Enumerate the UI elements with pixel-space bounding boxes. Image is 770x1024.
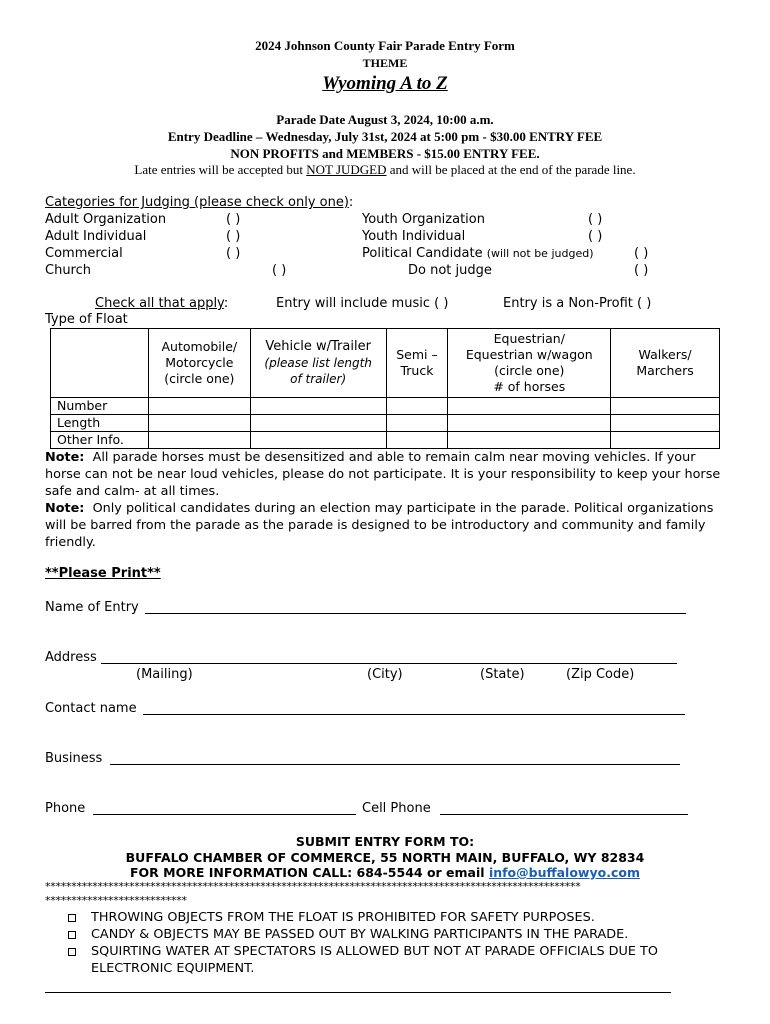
table-cell[interactable] [148, 415, 250, 432]
theme-title: Wyoming A to Z [322, 73, 448, 94]
political-not-judged-note: (will not be judged) [486, 247, 594, 260]
check-all-label: Check all that apply: [95, 296, 229, 311]
cell-phone-label: Cell Phone [362, 801, 431, 816]
category-adult-organization: Adult Organization [45, 212, 167, 227]
row-label-length: Length [51, 415, 149, 432]
list-item: CANDY & OBJECTS MAY BE PASSED OUT BY WALKING PARTICIPANTS IN THE PARADE. [64, 926, 734, 943]
checkbox-youth-individual[interactable]: ( ) [588, 229, 603, 244]
checkbox-adult-individual[interactable]: ( ) [226, 229, 241, 244]
table-cell[interactable] [250, 398, 386, 415]
nonprofit-fee: NON PROFITS and MEMBERS - $15.00 ENTRY FEE. [230, 146, 540, 161]
state-label: (State) [480, 667, 525, 682]
entry-deadline: Entry Deadline – Wednesday, July 31st, 2024 at 5:00 pm - $30.00 ENTRY FEE [167, 129, 603, 144]
submit-address: BUFFALO CHAMBER OF COMMERCE, 55 NORTH MAIN, BUFFALO, WY 82834 [125, 850, 645, 865]
email-link[interactable]: info@buffalowyo.com [488, 865, 640, 880]
table-cell[interactable] [148, 432, 250, 449]
col-equestrian: Equestrian/ Equestrian w/wagon (circle one) # of horses [448, 329, 611, 398]
category-do-not-judge: Do not judge [408, 263, 492, 278]
business-field[interactable] [110, 752, 680, 765]
table-cell[interactable] [386, 432, 448, 449]
music-checkbox[interactable]: Entry will include music ( ) [276, 296, 449, 311]
submit-heading: SUBMIT ENTRY FORM TO: [295, 834, 475, 849]
float-table-caption: Type of Float [45, 312, 128, 327]
col-walkers: Walkers/ Marchers [611, 329, 720, 398]
checkbox-church[interactable]: ( ) [272, 263, 287, 278]
col-vehicle-trailer: Vehicle w/Trailer (please list length of trailer) [250, 329, 386, 398]
parade-date: Parade Date August 3, 2024, 10:00 a.m. [276, 112, 494, 127]
square-bullet-icon [68, 914, 76, 922]
row-label-other-info: Other Info. [51, 432, 149, 449]
table-cell[interactable] [250, 415, 386, 432]
table-row [51, 398, 720, 415]
category-commercial: Commercial [45, 246, 123, 261]
name-of-entry-label: Name of Entry [45, 600, 139, 615]
table-row [51, 432, 720, 449]
phone-label: Phone [45, 801, 86, 816]
col-automobile: Automobile/ Motorcycle (circle one) [148, 329, 250, 398]
list-item: THROWING OBJECTS FROM THE FLOAT IS PROHIBITED FOR SAFETY PURPOSES. [64, 909, 734, 926]
table-cell[interactable] [611, 398, 720, 415]
name-of-entry-field[interactable] [145, 601, 686, 614]
square-bullet-icon [68, 948, 76, 956]
phone-field[interactable] [93, 802, 356, 815]
category-youth-individual: Youth Individual [362, 229, 466, 244]
float-type-table [50, 328, 720, 449]
table-cell[interactable] [386, 415, 448, 432]
address-field[interactable] [101, 651, 677, 664]
table-cell[interactable] [250, 432, 386, 449]
checkbox-political-candidate[interactable]: ( ) [634, 246, 649, 261]
row-label-number: Number [51, 398, 149, 415]
table-cell[interactable] [448, 432, 611, 449]
nonprofit-checkbox[interactable]: Entry is a Non-Profit ( ) [503, 296, 652, 311]
category-political-candidate: Political Candidate (will not be judged) [362, 246, 594, 261]
star-divider: ****************************************************************************************************** [45, 880, 581, 893]
theme-label: THEME [362, 56, 408, 70]
table-header-row [51, 329, 720, 398]
parade-rules-list [64, 909, 734, 977]
table-cell[interactable] [448, 415, 611, 432]
political-note: Note: Only political candidates during an election may participate in the parade. Political organizations will be barred from the parade as the parade is designed to be introductory and community and family friendly. [45, 501, 714, 550]
table-corner-cell [51, 329, 149, 398]
business-label: Business [45, 751, 103, 766]
checkbox-adult-organization[interactable]: ( ) [226, 212, 241, 227]
not-judged: NOT JUDGED [306, 162, 387, 177]
checkbox-commercial[interactable]: ( ) [226, 246, 241, 261]
zip-label: (Zip Code) [566, 667, 635, 682]
checkbox-do-not-judge[interactable]: ( ) [634, 263, 649, 278]
table-cell[interactable] [611, 415, 720, 432]
table-row [51, 415, 720, 432]
table-cell[interactable] [386, 398, 448, 415]
table-cell[interactable] [611, 432, 720, 449]
please-print: **Please Print** [45, 566, 161, 581]
list-item: SQUIRTING WATER AT SPECTATORS IS ALLOWED BUT NOT AT PARADE OFFICIALS DUE TO ELECTRONIC EQUIPMENT. [64, 943, 734, 977]
address-label: Address [45, 650, 97, 665]
col-semi-truck: Semi – Truck [386, 329, 448, 398]
table-cell[interactable] [148, 398, 250, 415]
star-divider-2: *************************** [45, 894, 187, 907]
late-suffix: and will be placed at the end of the parade line. [389, 162, 636, 177]
form-title: 2024 Johnson County Fair Parade Entry Form [255, 38, 515, 53]
contact-name-field[interactable] [143, 702, 685, 715]
category-adult-individual: Adult Individual [45, 229, 147, 244]
city-label: (City) [367, 667, 403, 682]
bottom-rule [45, 992, 671, 993]
category-church: Church [45, 263, 92, 278]
contact-name-label: Contact name [45, 701, 137, 716]
category-youth-organization: Youth Organization [362, 212, 485, 227]
cell-phone-field[interactable] [440, 802, 688, 815]
categories-heading: Categories for Judging (please check only one): [45, 195, 354, 210]
table-cell[interactable] [448, 398, 611, 415]
more-info: FOR MORE INFORMATION CALL: 684-5544 or email info@buffalowyo.com [130, 865, 640, 880]
horse-note: Note: All parade horses must be desensitized and able to remain calm near moving vehicles. If your horse can not be near loud vehicles, please do not participate. It is your responsibility to keep your horse safe and calm- at all times. [45, 450, 721, 499]
late-prefix: Late entries will be accepted but [134, 162, 303, 177]
square-bullet-icon [68, 931, 76, 939]
checkbox-youth-organization[interactable]: ( ) [588, 212, 603, 227]
mailing-label: (Mailing) [136, 667, 193, 682]
late-entries [0, 162, 770, 178]
